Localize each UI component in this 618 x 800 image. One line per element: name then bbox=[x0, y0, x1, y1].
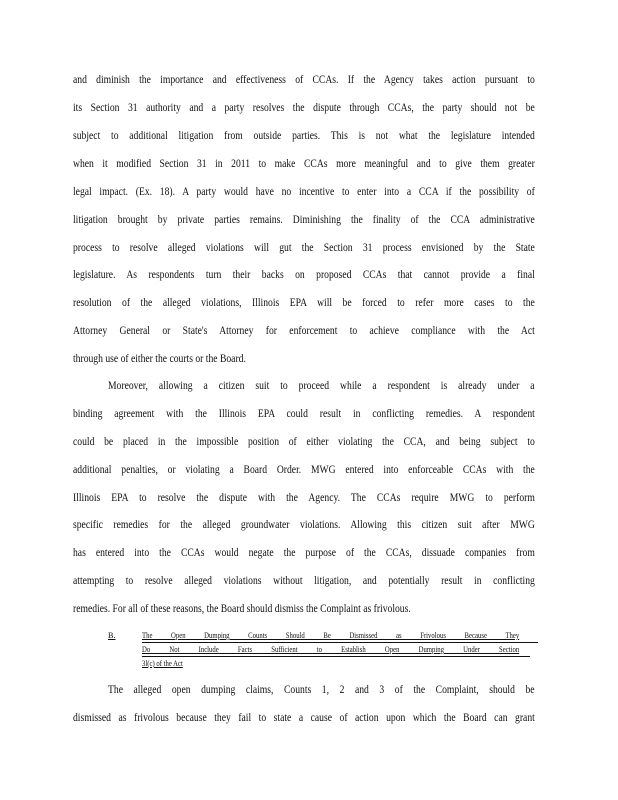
paragraph-line: remedies. For all of these reasons, the Board should dismiss the Complaint as frivolous. bbox=[73, 603, 411, 615]
paragraph-line: through use of either the courts or the Board. bbox=[73, 353, 246, 365]
paragraph-line: process to resolve alleged violations will gut the Section 31 process envisioned by the State bbox=[73, 242, 535, 254]
paragraph-line: litigation brought by private parties remains. Diminishing the finality of the CCA administrative bbox=[73, 214, 535, 226]
paragraph-line: when it modified Section 31 in 2011 to make CCAs more meaningful and to give them greater bbox=[73, 158, 535, 170]
paragraph-line: additional penalties, or violating a Board Order. MWG entered into enforceable CCAs with the bbox=[73, 464, 535, 476]
paragraph-line: subject to additional litigation from outside parties. This is not what the legislature intended bbox=[73, 130, 535, 142]
heading-underline-rule bbox=[142, 656, 530, 657]
heading-underline-rule bbox=[142, 642, 538, 643]
paragraph-line: specific remedies for the alleged groundwater violations. Allowing this citizen suit after MWG bbox=[73, 519, 535, 531]
paragraph-line: legal impact. (Ex. 18). A party would have no incentive to enter into a CCA if the possibility of bbox=[73, 186, 535, 198]
section-heading-line: 3l(c) of the Act bbox=[142, 659, 183, 668]
paragraph-line: Illinois EPA to resolve the dispute with the Agency. The CCAs require MWG to perform bbox=[73, 492, 535, 504]
paragraph-line: has entered into the CCAs would negate the purpose of the CCAs, dissuade companies from bbox=[73, 547, 535, 559]
paragraph-line: Attorney General or State's Attorney for enforcement to achieve compliance with the Act bbox=[73, 325, 535, 337]
paragraph-line: Moreover, allowing a citizen suit to proceed while a respondent is already under a bbox=[108, 380, 535, 392]
paragraph-line: could be placed in the impossible position of either violating the CCA, and being subject to bbox=[73, 436, 535, 448]
paragraph-line: legislature. As respondents turn their backs on proposed CCAs that cannot provide a final bbox=[73, 269, 535, 281]
paragraph-line: binding agreement with the Illinois EPA could result in conflicting remedies. A respondent bbox=[73, 408, 535, 420]
paragraph-line: its Section 31 authority and a party resolves the dispute through CCAs, the party should not be bbox=[73, 102, 535, 114]
section-heading-line: Do Not Include Facts Sufficient to Establish Open Dumping Under Section bbox=[142, 645, 520, 654]
paragraph-line: The alleged open dumping claims, Counts 1, 2 and 3 of the Complaint, should be bbox=[108, 684, 535, 696]
section-letter: B. bbox=[108, 631, 116, 640]
paragraph-line: attempting to resolve alleged violations without litigation, and potentially result in conflicting bbox=[73, 575, 535, 587]
paragraph-line: dismissed as frivolous because they fail to state a cause of action upon which the Board can grant bbox=[73, 712, 535, 724]
paragraph-line: and diminish the importance and effectiveness of CCAs. If the Agency takes action pursuant to bbox=[73, 74, 535, 86]
paragraph-line: resolution of the alleged violations, Illinois EPA will be forced to refer more cases to the bbox=[73, 297, 535, 309]
section-heading-line: The Open Dumping Counts Should Be Dismissed as Frivolous Because They bbox=[142, 631, 520, 640]
